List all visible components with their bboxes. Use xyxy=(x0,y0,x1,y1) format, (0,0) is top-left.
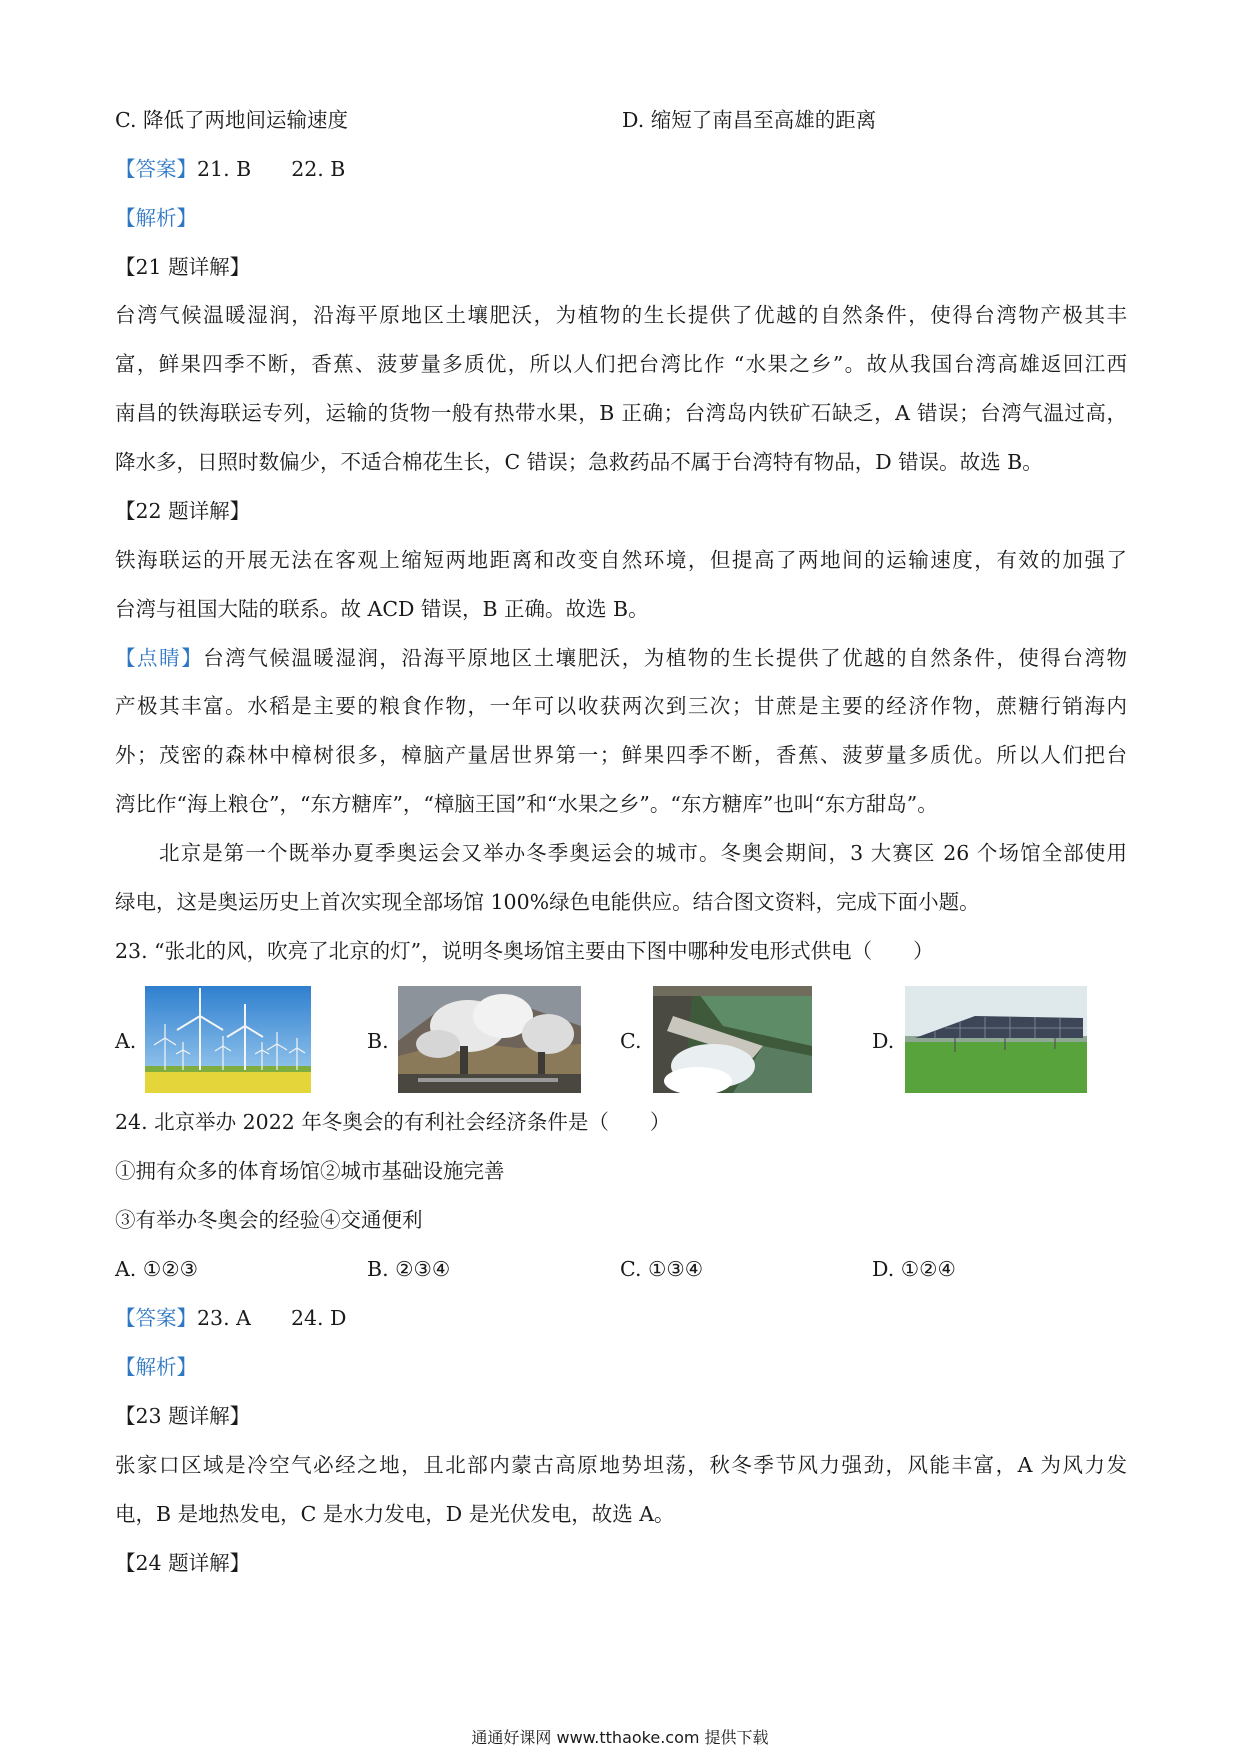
answer-label: 【答案】 xyxy=(115,157,197,181)
detail-22-line: 铁海联运的开展无法在客观上缩短两地距离和改变自然环境，但提高了两地间的运输速度，有效的加强了 xyxy=(115,548,1127,572)
answer-22: 22. B xyxy=(291,157,346,181)
q23-option-a-label: A. xyxy=(115,1029,137,1053)
detail-22-title: 【22 题详解】 xyxy=(115,499,251,523)
detail-21-line: 降水多，日照时数偏少，不适合棉花生长，C 错误；急救药品不属于台湾特有物品，D 错误。故选 B。 xyxy=(115,450,1043,474)
q24-option-b: B. ②③④ xyxy=(367,1257,451,1281)
answer-21: 21. B xyxy=(197,157,252,181)
detail-21-line: 台湾气候温暖湿润，沿海平原地区土壤肥沃，为植物的生长提供了优越的自然条件，使得台湾物产极其丰 xyxy=(115,303,1127,327)
q24-option-d: D. ①②④ xyxy=(872,1257,956,1281)
detail-22-line: 台湾与祖国大陆的联系。故 ACD 错误，B 正确。故选 B。 xyxy=(115,597,649,621)
q24-option-a: A. ①②③ xyxy=(115,1257,198,1281)
option-c: C. 降低了两地间运输速度 xyxy=(115,108,348,132)
answer-24: 24. D xyxy=(290,1306,347,1330)
option-d: D. 缩短了南昌至高雄的距离 xyxy=(622,108,877,132)
detail-21-title: 【21 题详解】 xyxy=(115,255,251,279)
page-footer: 通通好课网 www.tthaoke.com 提供下载 xyxy=(471,1728,769,1747)
detail-21-line: 富，鲜果四季不断，香蕉、菠萝量多质优，所以人们把台湾比作 “水果之乡”。故从我国台湾高雄返回江西 xyxy=(115,352,1127,376)
q24-item-line: ①拥有众多的体育场馆②城市基础设施完善 xyxy=(115,1159,505,1183)
answer-label: 【答案】 xyxy=(115,1306,197,1330)
geothermal-plant-image xyxy=(398,986,581,1093)
answer-row xyxy=(115,156,345,182)
question-23-stem: 23. “张北的风，吹亮了北京的灯”，说明冬奥场馆主要由下图中哪种发电形式供电（ ） xyxy=(115,939,934,963)
answer-row xyxy=(115,1305,347,1331)
analysis-label: 【解析】 xyxy=(115,1355,197,1379)
detail-24-title: 【24 题详解】 xyxy=(115,1551,251,1575)
analysis-label: 【解析】 xyxy=(115,206,197,230)
detail-23-line: 张家口区域是冷空气必经之地，且北部内蒙古高原地势坦荡，秋冬季节风力强劲，风能丰富，A 为风力发 xyxy=(115,1453,1127,1477)
dianjing-line: 产极其丰富。水稻是主要的粮食作物，一年可以收获两次到三次；甘蔗是主要的经济作物，蔗糖行销海内 xyxy=(115,694,1127,718)
detail-23-line: 电，B 是地热发电，C 是水力发电，D 是光伏发电，故选 A。 xyxy=(115,1502,675,1526)
q24-item-line: ③有举办冬奥会的经验④交通便利 xyxy=(115,1208,423,1232)
q24-option-c: C. ①③④ xyxy=(620,1257,704,1281)
hydro-dam-image xyxy=(653,986,812,1093)
dianjing-line: 外；茂密的森林中樟树很多，樟脑产量居世界第一；鲜果四季不断，香蕉、菠萝量多质优。所以人们把台 xyxy=(115,743,1127,767)
q23-option-c-label: C. xyxy=(620,1029,642,1053)
answer-23: 23. A xyxy=(197,1306,251,1330)
detail-23-title: 【23 题详解】 xyxy=(115,1404,251,1428)
q23-option-b-label: B. xyxy=(367,1029,389,1053)
dianjing-line: 【点睛】台湾气候温暖湿润，沿海平原地区土壤肥沃，为植物的生长提供了优越的自然条件，使得台湾物 xyxy=(115,646,1128,670)
intro-line: 北京是第一个既举办夏季奥运会又举办冬季奥运会的城市。冬奥会期间，3 大赛区 26 个场馆全部使用 xyxy=(159,841,1127,865)
q23-option-d-label: D. xyxy=(872,1029,895,1053)
question-24-stem: 24. 北京举办 2022 年冬奥会的有利社会经济条件是（ ） xyxy=(115,1110,671,1134)
dianjing-line: 湾比作“海上粮仓”，“东方糖库”，“樟脑王国”和“水果之乡”。“东方糖库”也叫“东方甜岛”。 xyxy=(115,792,938,816)
dianjing-label: 【点睛】 xyxy=(115,646,204,670)
wind-turbines-image xyxy=(145,986,311,1093)
intro-line: 绿电，这是奥运历史上首次实现全部场馆 100%绿色电能供应。结合图文资料，完成下面小题。 xyxy=(115,890,980,914)
solar-panels-image xyxy=(905,986,1087,1093)
detail-21-line: 南昌的铁海联运专列，运输的货物一般有热带水果，B 正确；台湾岛内铁矿石缺乏，A 错误；台湾气温过高， xyxy=(115,401,1127,425)
